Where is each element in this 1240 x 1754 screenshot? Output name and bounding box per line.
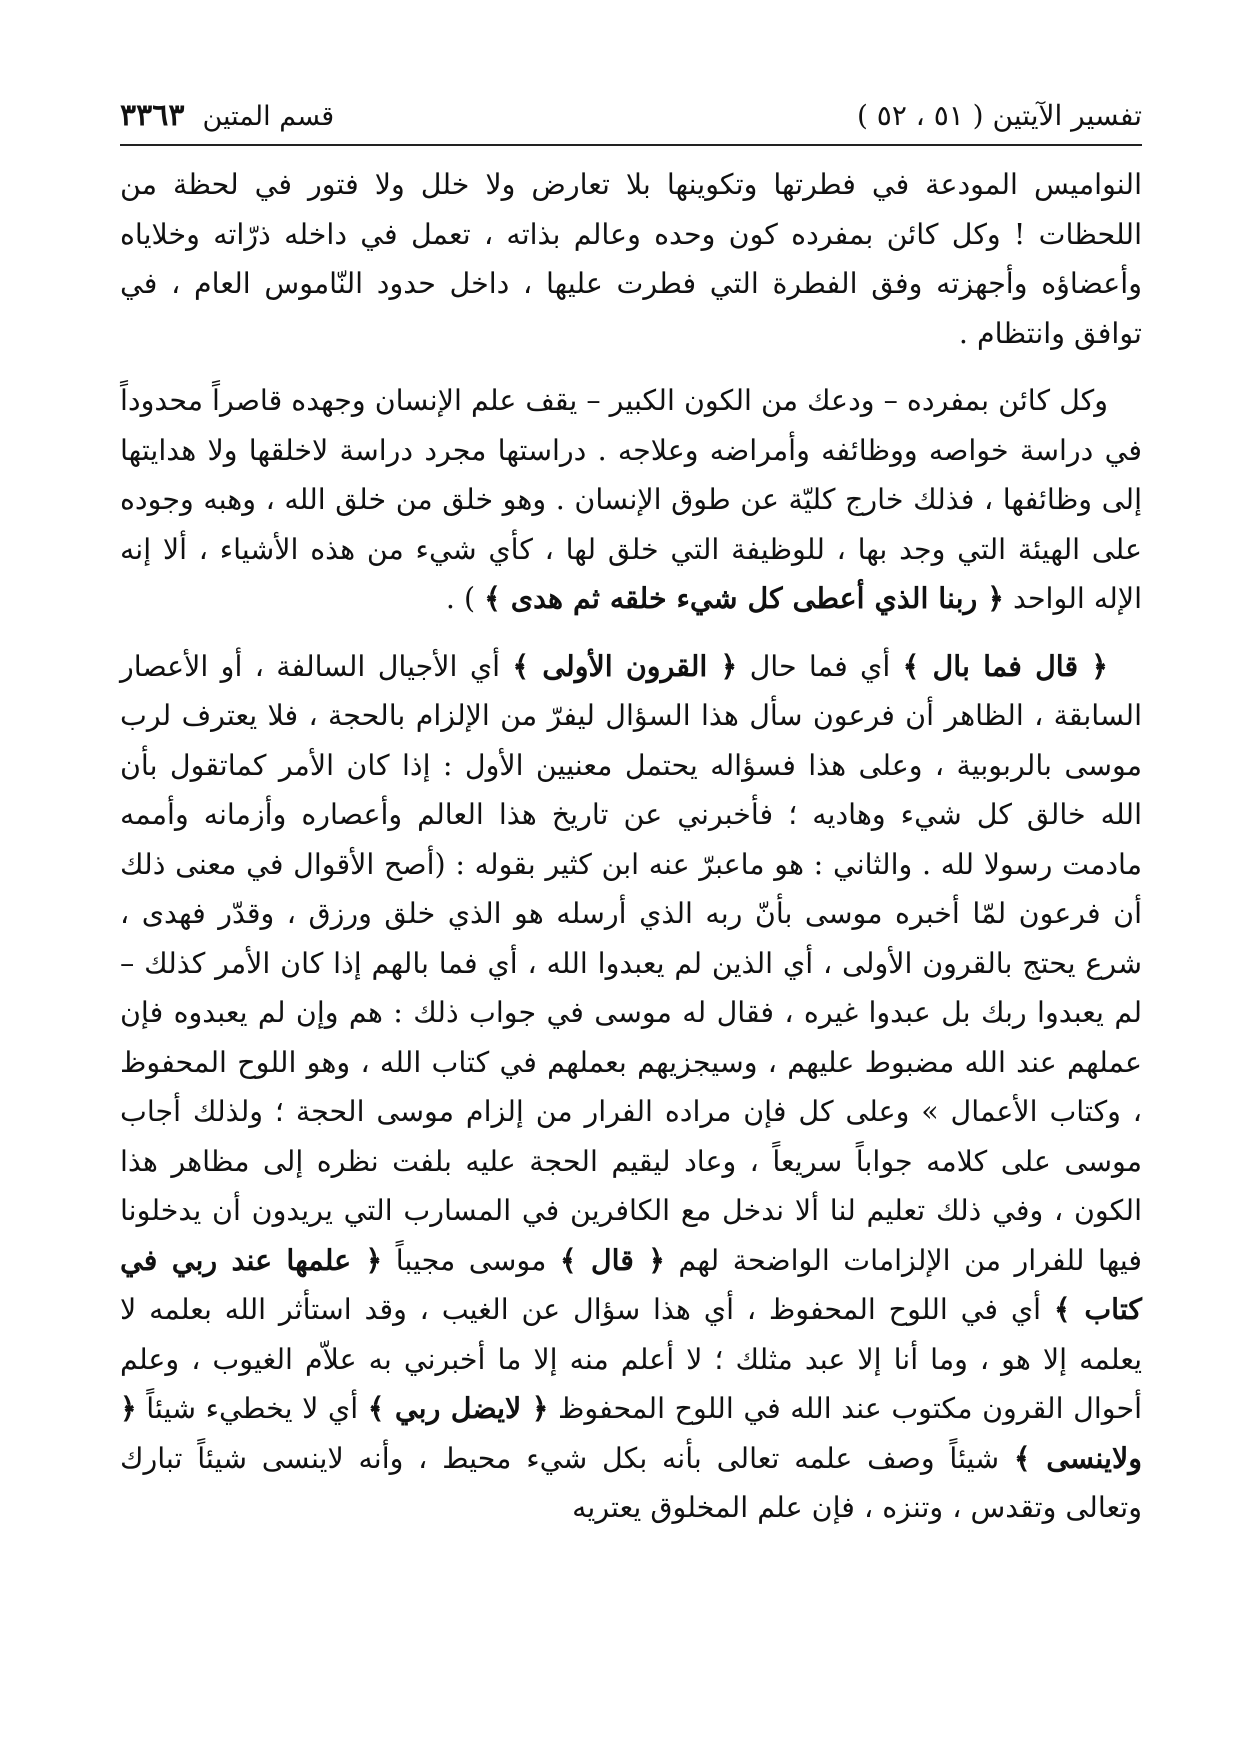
- text-segment: أي الأجيال السالفة ، أو الأعصار السابقة ، الظاهر أن فرعون سأل هذا السؤال ليفرّ من الإلزام بالحجة ، فلا يعترف لرب موسى بالربوبية ، وعلى هذا فسؤاله يحتمل معنيين الأول : إذا كان الأمر كماتقول بأن الله خالق كل شيء وهاديه ؛ فأخبرني عن تاريخ هذا العالم وأعصاره وأزمانه وأممه مادمت رسولا لله . والثاني : هو ماعبرّ عنه ابن كثير بقوله : (أصح الأقوال في معنى ذلك أن فرعون لمّا أخبره موسى بأنّ ربه الذي أرسله هو الذي خلق ورزق ، وقدّر فهدى ، شرع يحتج بالقرون الأولى ، أي الذين لم يعبدوا الله ، أي فما بالهم إذا كان الأمر كذلك – لم يعبدوا ربك بل عبدوا غيره ، فقال له موسى في جواب ذلك : هم وإن لم يعبدوه فإن عملهم عند الله مضبوط عليهم ، وسيجزيهم بعملهم في كتاب الله ، وهو اللوح المحفوظ ، وكتاب الأعمال » وعلى كل فإن مراده الفرار من إلزام موسى الحجة ؛ ولذلك أجاب موسى على كلامه جواباً سريعاً ، وعاد ليقيم الحجة عليه بلفت نظره إلى مظاهر هذا الكون ، وفي ذلك تعليم لنا ألا ندخل مع الكافرين في المسارب التي يريدون أن يدخلونا فيها للفرار من الإلزامات الواضحة لهم: [120, 649, 1143, 1277]
- header-divider: [120, 144, 1142, 146]
- header-section-name: قسم المتين: [202, 101, 335, 132]
- text-segment: شيئاً وصف علمه تعالى بأنه بكل شيء محيط ، وأنه لاينسى شيئاً تبارك وتعالى وتقدس ، وتنزه ، فإن علم المخلوق يعتريه: [120, 1441, 1142, 1524]
- header-title: تفسير الآيتين ( ٥١ ، ٥٢ ): [856, 99, 1142, 132]
- text-segment: ) .: [445, 582, 485, 615]
- quran-verse: ﴿ ولاينسى ﴾: [120, 1391, 1142, 1475]
- paragraph: [120, 376, 1142, 624]
- text-segment: موسى مجيباً: [382, 1243, 560, 1277]
- text-segment: وكل كائن بمفرده – ودعك من الكون الكبير – يقف علم الإنسان وجهده قاصراً محدوداً في دراسة خواصه ووظائفه وأمراضه وعلاجه . دراستها مجرد دراسة لاخلقها ولا هدايتها إلى وظائفها ، فذلك خارج كليّة عن طوق الإنسان . وهو خلق من خلق الله ، وهبه وجوده على الهيئة التي وجد بها ، للوظيفة التي خلق لها ، كأي شيء من هذه الأشياء ، ألا إنه الإله الواحد: [120, 384, 1142, 615]
- quran-verse: ﴿ ربنا الذي أعطى كل شيء خلقه ثم هدى ﴾: [484, 581, 1004, 615]
- page-body: [120, 160, 1142, 1533]
- quran-verse: ﴿ القرون الأولى ﴾: [512, 648, 738, 683]
- text-segment: أي في اللوح المحفوظ ، أي هذا سؤال عن الغيب ، وقد استأثر الله بعلمه لا يعلمه إلا هو ، وما أنا إلا عبد مثلك ؛ لا أعلم منه إلا ما أخبرني به علاّم الغيوب ، وعلم أحوال القرون مكتوب عند الله في اللوح المحفوظ: [120, 1293, 1142, 1425]
- page-number: ٣٣٦٣: [120, 98, 185, 133]
- running-header: [120, 96, 1142, 138]
- paragraph: [120, 160, 1142, 358]
- quran-verse: ﴿ قال ﴾: [559, 1242, 665, 1277]
- text-segment: أي فما حال: [737, 649, 903, 683]
- quran-verse: ﴿ لايضل ربي ﴾: [367, 1391, 549, 1425]
- header-section-group: [120, 96, 334, 140]
- paragraph: [120, 642, 1142, 1533]
- quran-verse: ﴿ قال فما بال ﴾: [902, 648, 1108, 683]
- quran-verse: ﴿ علمها عند ربي في كتاب ﴾: [120, 1242, 1142, 1326]
- text-segment: أي لا يخطيء شيئاً: [136, 1392, 368, 1425]
- text-segment: النواميس المودعة في فطرتها وتكوينها بلا تعارض ولا خلل ولا فتور في لحظة من اللحظات ! وكل كائن بمفرده كون وحده وعالم بذاته ، تعمل في داخله ذرّاته وخلاياه وأعضاؤه وأجهزته وفق الفطرة التي فطرت عليها ، داخل حدود النّاموس العام ، في توافق وانتظام .: [120, 168, 1142, 350]
